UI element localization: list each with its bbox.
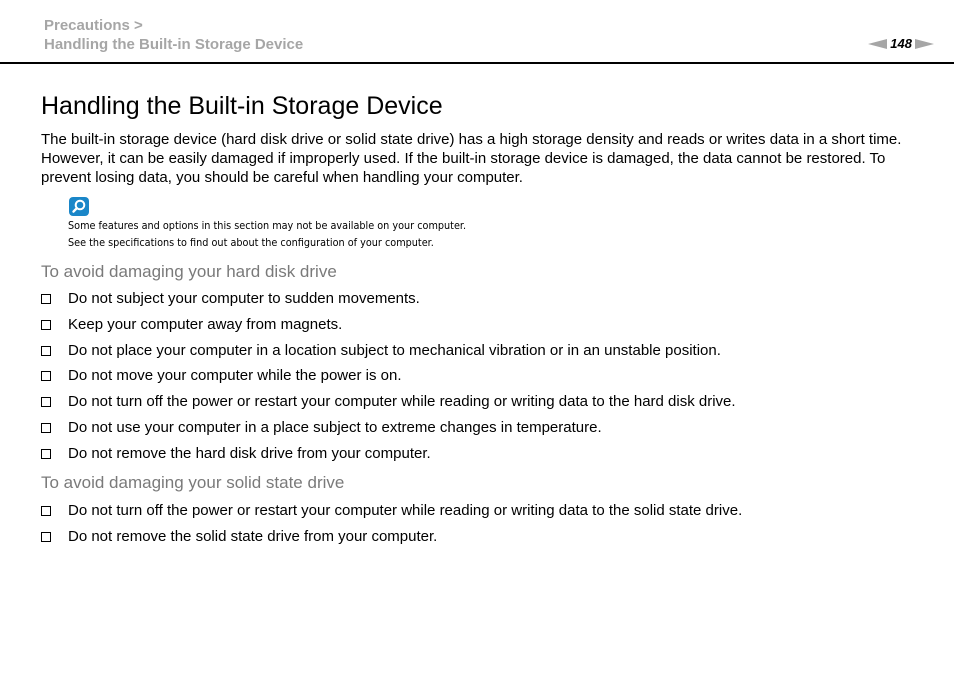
page-number: 148 [890, 36, 912, 51]
page-title: Handling the Built-in Storage Device [41, 92, 443, 120]
magnifier-icon [69, 197, 89, 216]
checkbox-bullet-icon [41, 449, 51, 459]
breadcrumb-current: Handling the Built-in Storage Device [44, 36, 304, 53]
checkbox-bullet-icon [41, 294, 51, 304]
checkbox-bullet-icon [41, 532, 51, 542]
next-page-arrow-icon[interactable] [915, 39, 934, 49]
previous-page-arrow-icon[interactable] [868, 39, 887, 49]
section-heading-hard-disk: To avoid damaging your hard disk drive [41, 262, 337, 281]
page-navigation [868, 36, 934, 52]
note-line: See the specifications to find out about the configuration of your computer. [68, 236, 434, 249]
intro-paragraph: The built-in storage device (hard disk drive or solid state drive) has a high storage density and reads or writes data in a short time. However, it can be easily damaged if improperly used. If the built-in storage device is damaged, the data cannot be restored. To prevent losing data, you should be careful when handling your computer. [41, 131, 902, 186]
note-line: Some features and options in this section may not be available on your computer. [68, 219, 467, 232]
checkbox-bullet-icon [41, 371, 51, 381]
breadcrumb [44, 16, 303, 54]
checkbox-bullet-icon [41, 397, 51, 407]
breadcrumb-parent-link[interactable]: Precautions > [44, 17, 143, 34]
note-text [68, 217, 466, 251]
checkbox-bullet-icon [41, 320, 51, 330]
checkbox-bullet-icon [41, 423, 51, 433]
checkbox-bullet-icon [41, 506, 51, 516]
section-heading-solid-state: To avoid damaging your solid state drive [41, 473, 345, 492]
checkbox-bullet-icon [41, 346, 51, 356]
page-header [0, 0, 954, 64]
